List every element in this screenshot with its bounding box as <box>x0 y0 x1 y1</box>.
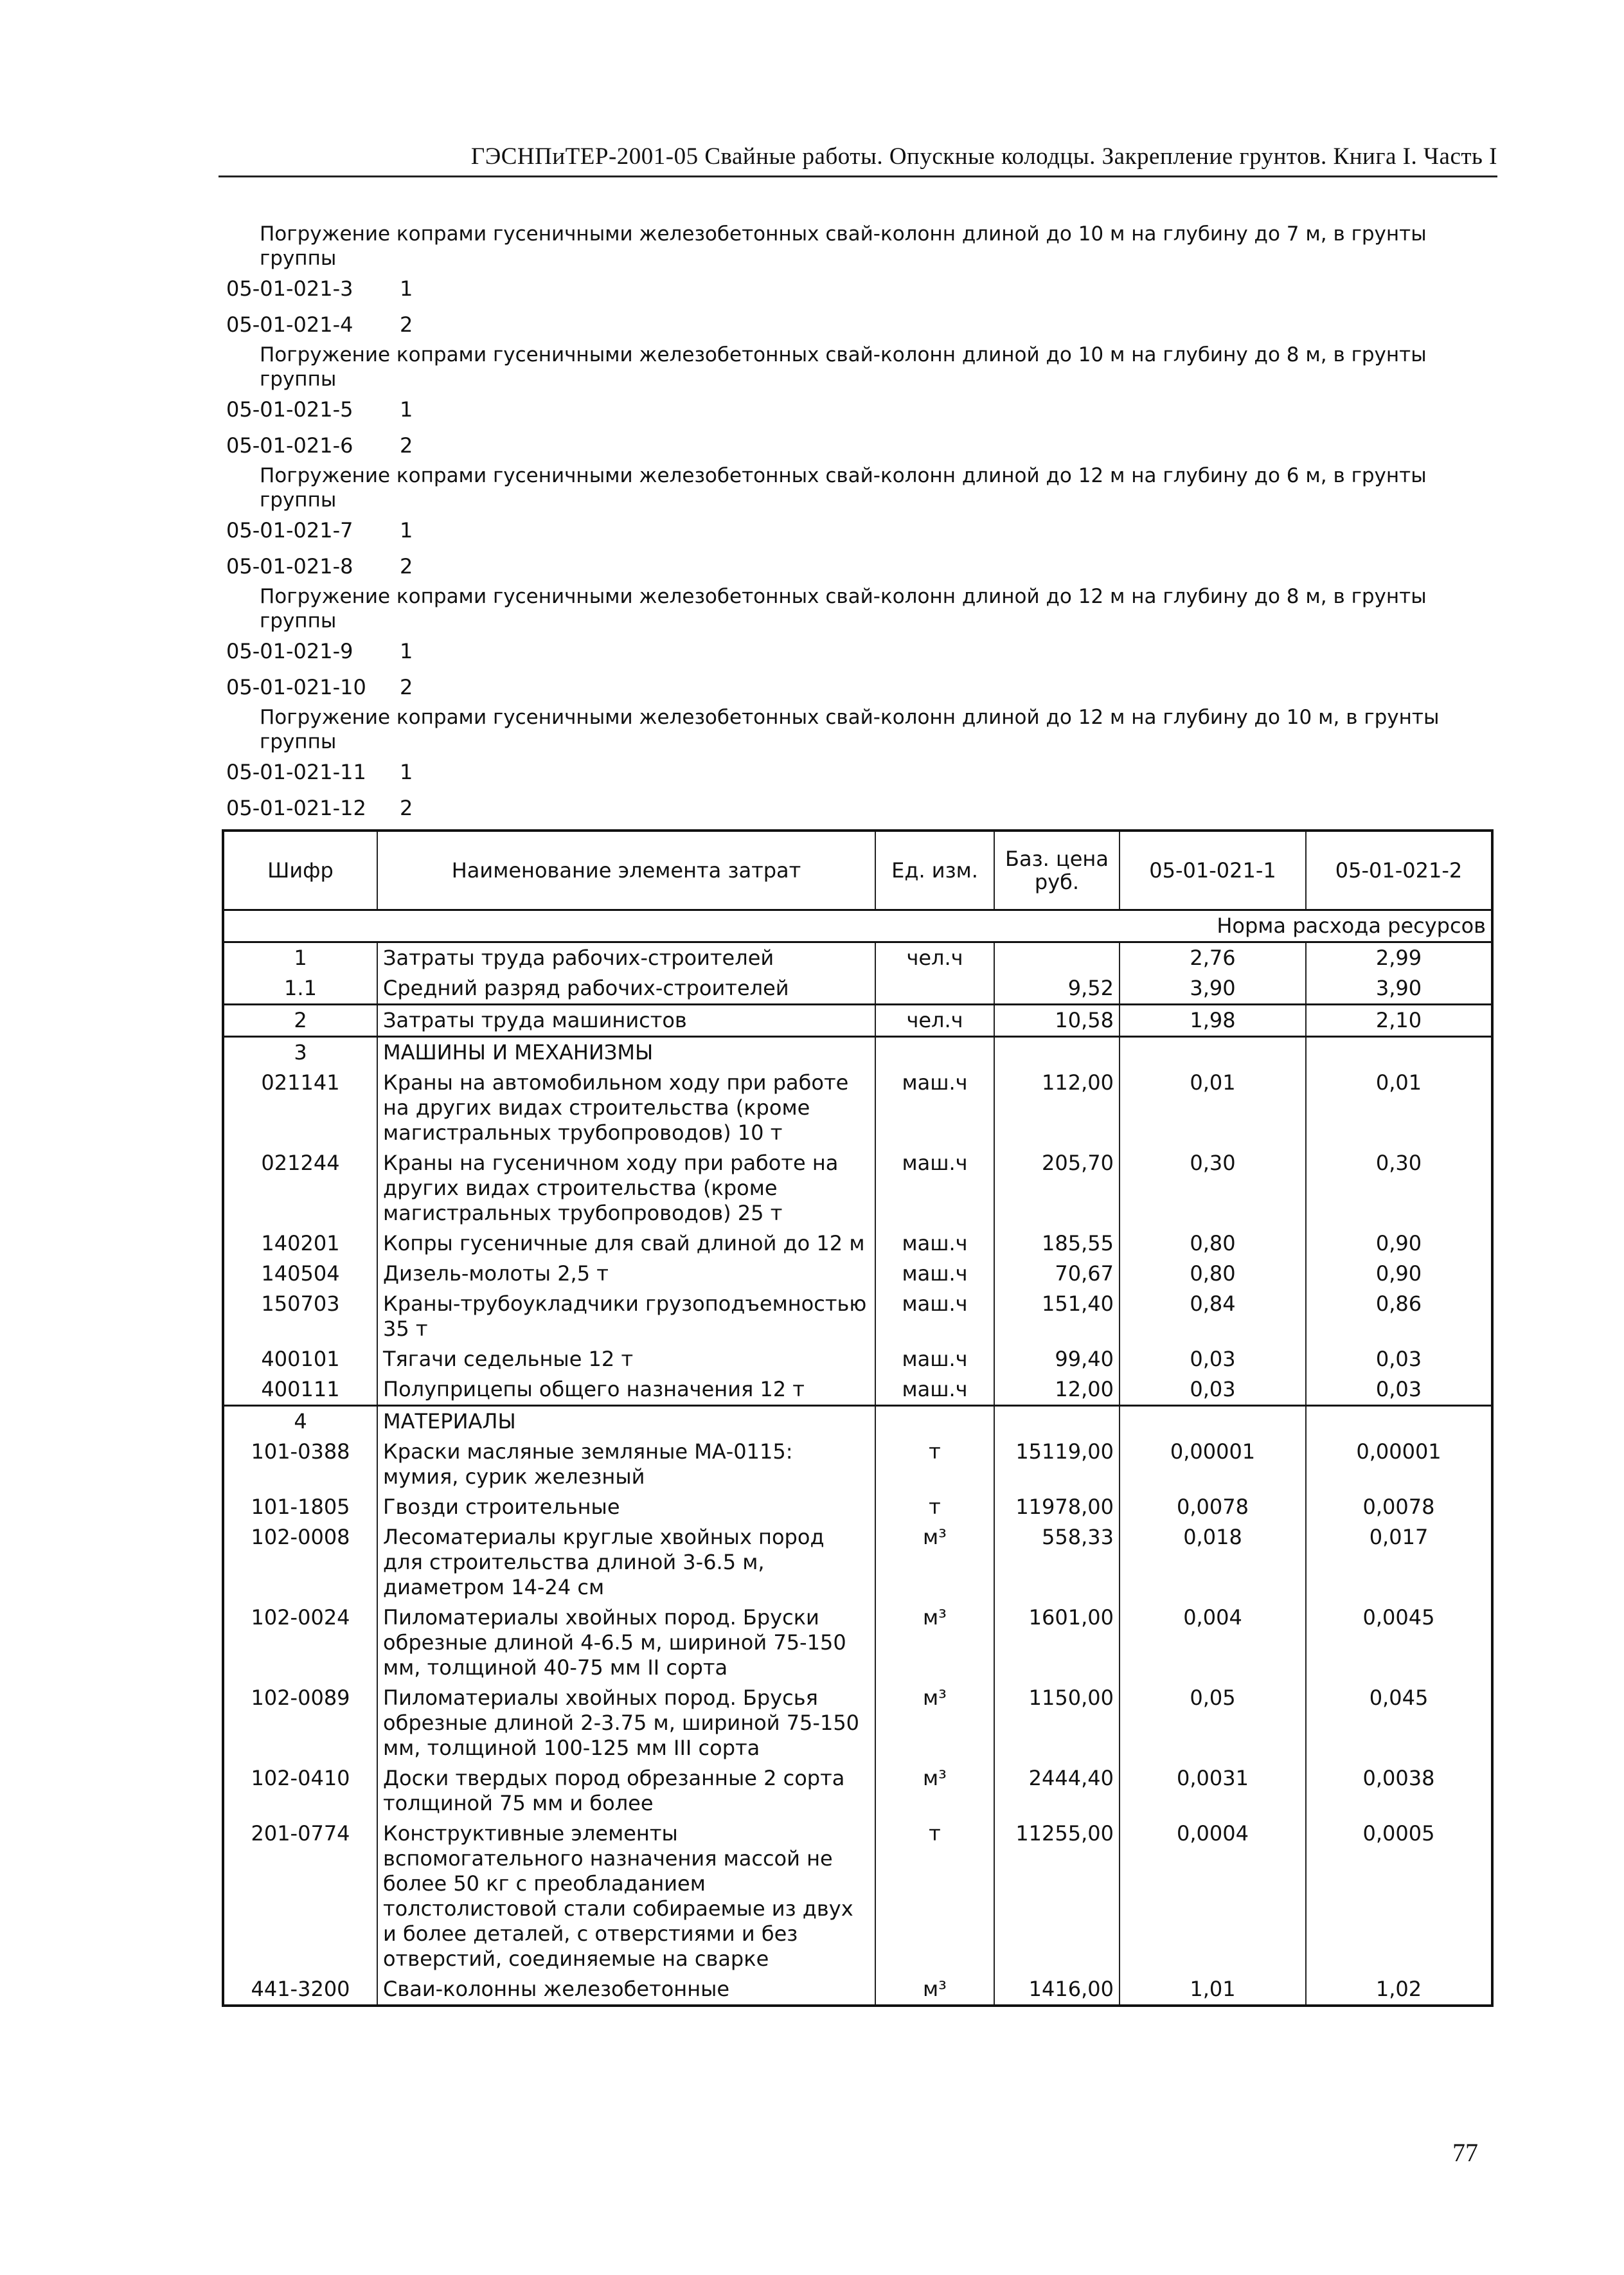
resource-table <box>222 829 1494 2007</box>
cell-name: Лесоматериалы круглые хвойных пород для строительства длиной 3-6.5 м, диаметром 14-24 см <box>377 1522 875 1603</box>
intro-code-line <box>226 633 1505 669</box>
table-row <box>223 1344 1492 1374</box>
cell-name: Копры гусеничные для свай длиной до 12 м <box>377 1228 875 1259</box>
cell-code: 1.1 <box>223 973 377 1005</box>
cell-code: 140201 <box>223 1228 377 1259</box>
table-row <box>223 1974 1492 2006</box>
intro-group: 2 <box>400 675 413 699</box>
cell-unit: чел.ч <box>875 1005 994 1037</box>
table-row <box>223 1289 1492 1344</box>
cell-value-1: 0,0004 <box>1120 1819 1306 1974</box>
intro-group: 1 <box>400 397 413 422</box>
cell-unit <box>875 1037 994 1068</box>
cell-price <box>994 942 1120 974</box>
table-row <box>223 1683 1492 1763</box>
cell-unit: чел.ч <box>875 942 994 974</box>
cell-value-1: 1,98 <box>1120 1005 1306 1037</box>
cell-unit: м³ <box>875 1522 994 1603</box>
intro-group: 1 <box>400 760 413 784</box>
cell-value-1: 1,01 <box>1120 1974 1306 2006</box>
cell-value-2: 0,017 <box>1306 1522 1492 1603</box>
cell-price: 558,33 <box>994 1522 1120 1603</box>
cell-price <box>994 1037 1120 1068</box>
cell-value-1: 0,004 <box>1120 1603 1306 1683</box>
cell-unit: м³ <box>875 1763 994 1819</box>
intro-code-line <box>226 391 1505 427</box>
cell-value-1: 0,84 <box>1120 1289 1306 1344</box>
cell-value-2: 0,90 <box>1306 1228 1492 1259</box>
cell-value-2: 0,0005 <box>1306 1819 1492 1974</box>
table-row <box>223 1763 1492 1819</box>
intro-code: 05-01-021-9 <box>226 639 353 663</box>
cell-code: 400101 <box>223 1344 377 1374</box>
intro-group: 1 <box>400 639 413 663</box>
cell-name: Тягачи седельные 12 т <box>377 1344 875 1374</box>
cell-unit: маш.ч <box>875 1259 994 1289</box>
intro-code: 05-01-021-12 <box>226 796 366 820</box>
intro-code: 05-01-021-6 <box>226 433 353 458</box>
cell-value-2 <box>1306 1406 1492 1437</box>
cell-value-1: 0,03 <box>1120 1344 1306 1374</box>
cell-code: 021244 <box>223 1148 377 1228</box>
norm-label-row <box>223 910 1492 942</box>
cell-price: 1601,00 <box>994 1603 1120 1683</box>
intro-description: Погружение копрами гусеничными железобетонных свай-колонн длиной до 12 м на глубину до 6 м, в грунты группы <box>260 464 1427 512</box>
table-row <box>223 1406 1492 1437</box>
cell-value-1: 0,03 <box>1120 1374 1306 1406</box>
cell-value-1: 0,05 <box>1120 1683 1306 1763</box>
intro-code-line <box>226 790 1505 826</box>
cell-name: МАТЕРИАЛЫ <box>377 1406 875 1437</box>
table-row <box>223 1492 1492 1522</box>
intro-group: 2 <box>400 554 413 579</box>
cell-value-2: 0,30 <box>1306 1148 1492 1228</box>
cell-value-2: 0,03 <box>1306 1374 1492 1406</box>
intro-code-line <box>226 512 1505 548</box>
cell-value-1: 0,018 <box>1120 1522 1306 1603</box>
cell-value-1 <box>1120 1406 1306 1437</box>
cell-value-2: 0,00001 <box>1306 1437 1492 1492</box>
cell-price: 9,52 <box>994 973 1120 1005</box>
table-row <box>223 973 1492 1005</box>
cell-code: 441-3200 <box>223 1974 377 2006</box>
intro-code: 05-01-021-7 <box>226 518 353 543</box>
cell-price <box>994 1406 1120 1437</box>
cell-name: Затраты труда машинистов <box>377 1005 875 1037</box>
intro-code-line <box>226 669 1505 705</box>
cell-value-2: 0,0038 <box>1306 1763 1492 1819</box>
cell-unit: т <box>875 1819 994 1974</box>
cell-unit: м³ <box>875 1683 994 1763</box>
table-row <box>223 1522 1492 1603</box>
cell-value-1: 0,80 <box>1120 1228 1306 1259</box>
cell-unit: м³ <box>875 1974 994 2006</box>
cell-price: 11255,00 <box>994 1819 1120 1974</box>
cell-name: Затраты труда рабочих-строителей <box>377 942 875 974</box>
cell-unit: маш.ч <box>875 1289 994 1344</box>
table-row <box>223 1148 1492 1228</box>
intro-group: 2 <box>400 312 413 337</box>
cell-price: 15119,00 <box>994 1437 1120 1492</box>
cell-value-1: 0,0078 <box>1120 1492 1306 1522</box>
cell-value-2 <box>1306 1037 1492 1068</box>
cell-name: Гвозди строительные <box>377 1492 875 1522</box>
intro-code: 05-01-021-10 <box>226 675 366 699</box>
cell-value-2: 0,045 <box>1306 1683 1492 1763</box>
intro-code-line <box>226 427 1505 463</box>
cell-value-2: 3,90 <box>1306 973 1492 1005</box>
cell-value-1: 0,00001 <box>1120 1437 1306 1492</box>
intro-code: 05-01-021-4 <box>226 312 353 337</box>
intro-description: Погружение копрами гусеничными железобетонных свай-колонн длиной до 10 м на глубину до 7 м, в грунты группы <box>260 222 1427 270</box>
cell-name: Конструктивные элементы вспомогательного назначения массой не более 50 кг с преобладанием толстолистовой стали собираемые из двух и более деталей, с отверстиями и без отверстий, соединяемые на сварке <box>377 1819 875 1974</box>
header-code: Шифр <box>223 831 377 910</box>
cell-price: 2444,40 <box>994 1763 1120 1819</box>
cell-code: 140504 <box>223 1259 377 1289</box>
intro-code: 05-01-021-5 <box>226 397 353 422</box>
cell-code: 102-0410 <box>223 1763 377 1819</box>
cell-code: 4 <box>223 1406 377 1437</box>
intro-code: 05-01-021-3 <box>226 276 353 301</box>
cell-value-2: 2,99 <box>1306 942 1492 974</box>
cell-code: 102-0089 <box>223 1683 377 1763</box>
cell-name: Дизель-молоты 2,5 т <box>377 1259 875 1289</box>
cell-value-1: 3,90 <box>1120 973 1306 1005</box>
header-name: Наименование элемента затрат <box>377 831 875 910</box>
intro-description: Погружение копрами гусеничными железобетонных свай-колонн длиной до 10 м на глубину до 8 м, в грунты группы <box>260 343 1427 391</box>
cell-unit: т <box>875 1492 994 1522</box>
cell-code: 400111 <box>223 1374 377 1406</box>
cell-unit: маш.ч <box>875 1148 994 1228</box>
cell-name: Средний разряд рабочих-строителей <box>377 973 875 1005</box>
cell-value-1: 0,30 <box>1120 1148 1306 1228</box>
cell-value-2: 0,86 <box>1306 1289 1492 1344</box>
cell-code: 102-0024 <box>223 1603 377 1683</box>
cell-value-2: 0,90 <box>1306 1259 1492 1289</box>
table-row <box>223 1819 1492 1974</box>
intro-code-line <box>226 548 1505 584</box>
table-row <box>223 1374 1492 1406</box>
cell-code: 201-0774 <box>223 1819 377 1974</box>
header-col2: 05-01-021-2 <box>1306 831 1492 910</box>
table-row <box>223 1228 1492 1259</box>
cell-name: Краны-трубоукладчики грузоподъемностью 35 т <box>377 1289 875 1344</box>
table-header-row <box>223 831 1492 910</box>
cell-name: Пиломатериалы хвойных пород. Бруски обрезные длиной 4-6.5 м, шириной 75-150 мм, толщиной 40-75 мм II сорта <box>377 1603 875 1683</box>
header-col1: 05-01-021-1 <box>1120 831 1306 910</box>
intro-group: 1 <box>400 518 413 543</box>
norm-label: Норма расхода ресурсов <box>1120 910 1492 942</box>
cell-price: 112,00 <box>994 1068 1120 1148</box>
cell-value-2: 1,02 <box>1306 1974 1492 2006</box>
intro-group: 2 <box>400 433 413 458</box>
intro-code-line <box>226 271 1505 307</box>
cell-code: 102-0008 <box>223 1522 377 1603</box>
table-row <box>223 1037 1492 1068</box>
cell-unit <box>875 973 994 1005</box>
cell-name: Краны на гусеничном ходу при работе на других видах строительства (кроме магистральных трубопроводов) 25 т <box>377 1148 875 1228</box>
cell-value-1: 0,01 <box>1120 1068 1306 1148</box>
cell-name: Полуприцепы общего назначения 12 т <box>377 1374 875 1406</box>
cell-value-2: 0,01 <box>1306 1068 1492 1148</box>
table-row <box>223 1005 1492 1037</box>
cell-price: 205,70 <box>994 1148 1120 1228</box>
cell-price: 1416,00 <box>994 1974 1120 2006</box>
intro-description: Погружение копрами гусеничными железобетонных свай-колонн длиной до 12 м на глубину до 10 м, в грунты группы <box>260 706 1440 753</box>
cell-name: Краски масляные земляные МА-0115: мумия, сурик железный <box>377 1437 875 1492</box>
intro-code-line <box>226 307 1505 343</box>
table-row <box>223 942 1492 974</box>
cell-code: 101-1805 <box>223 1492 377 1522</box>
table-row <box>223 1068 1492 1148</box>
cell-unit: т <box>875 1437 994 1492</box>
cell-value-1: 2,76 <box>1120 942 1306 974</box>
cell-name: МАШИНЫ И МЕХАНИЗМЫ <box>377 1037 875 1068</box>
table-row <box>223 1437 1492 1492</box>
cell-code: 150703 <box>223 1289 377 1344</box>
cell-price: 11978,00 <box>994 1492 1120 1522</box>
cell-value-1 <box>1120 1037 1306 1068</box>
cell-price: 99,40 <box>994 1344 1120 1374</box>
cell-price: 185,55 <box>994 1228 1120 1259</box>
cell-unit: маш.ч <box>875 1068 994 1148</box>
cell-price: 12,00 <box>994 1374 1120 1406</box>
cell-name: Пиломатериалы хвойных пород. Брусья обрезные длиной 2-3.75 м, шириной 75-150 мм, толщиной 100-125 мм III сорта <box>377 1683 875 1763</box>
cell-value-2: 0,0078 <box>1306 1492 1492 1522</box>
cell-code: 1 <box>223 942 377 974</box>
intro-code: 05-01-021-11 <box>226 760 366 784</box>
cell-unit: маш.ч <box>875 1374 994 1406</box>
cell-price: 10,58 <box>994 1005 1120 1037</box>
intro-block <box>226 222 1505 826</box>
cell-unit: маш.ч <box>875 1228 994 1259</box>
cell-price: 151,40 <box>994 1289 1120 1344</box>
intro-description: Погружение копрами гусеничными железобетонных свай-колонн длиной до 12 м на глубину до 8 м, в грунты группы <box>260 585 1427 633</box>
cell-value-1: 0,80 <box>1120 1259 1306 1289</box>
page-number: 77 <box>1452 2138 1478 2167</box>
cell-code: 2 <box>223 1005 377 1037</box>
header-price: Баз. цена руб. <box>994 831 1120 910</box>
cell-price: 70,67 <box>994 1259 1120 1289</box>
page-header: ГЭСНПиТЕР-2001-05 Свайные работы. Опускные колодцы. Закрепление грунтов. Книга I. Часть I <box>219 143 1497 177</box>
intro-code: 05-01-021-8 <box>226 554 353 579</box>
cell-value-2: 0,0045 <box>1306 1603 1492 1683</box>
intro-code-line <box>226 754 1505 790</box>
cell-unit: м³ <box>875 1603 994 1683</box>
intro-group: 1 <box>400 276 413 301</box>
cell-value-1: 0,0031 <box>1120 1763 1306 1819</box>
cell-code: 101-0388 <box>223 1437 377 1492</box>
table-row <box>223 1259 1492 1289</box>
cell-code: 021141 <box>223 1068 377 1148</box>
cell-name: Доски твердых пород обрезанные 2 сорта толщиной 75 мм и более <box>377 1763 875 1819</box>
header-unit: Ед. изм. <box>875 831 994 910</box>
intro-group: 2 <box>400 796 413 820</box>
cell-name: Краны на автомобильном ходу при работе на других видах строительства (кроме магистральных трубопроводов) 10 т <box>377 1068 875 1148</box>
cell-code: 3 <box>223 1037 377 1068</box>
cell-unit <box>875 1406 994 1437</box>
cell-name: Сваи-колонны железобетонные <box>377 1974 875 2006</box>
cell-price: 1150,00 <box>994 1683 1120 1763</box>
cell-value-2: 2,10 <box>1306 1005 1492 1037</box>
cell-unit: маш.ч <box>875 1344 994 1374</box>
table-row <box>223 1603 1492 1683</box>
cell-value-2: 0,03 <box>1306 1344 1492 1374</box>
